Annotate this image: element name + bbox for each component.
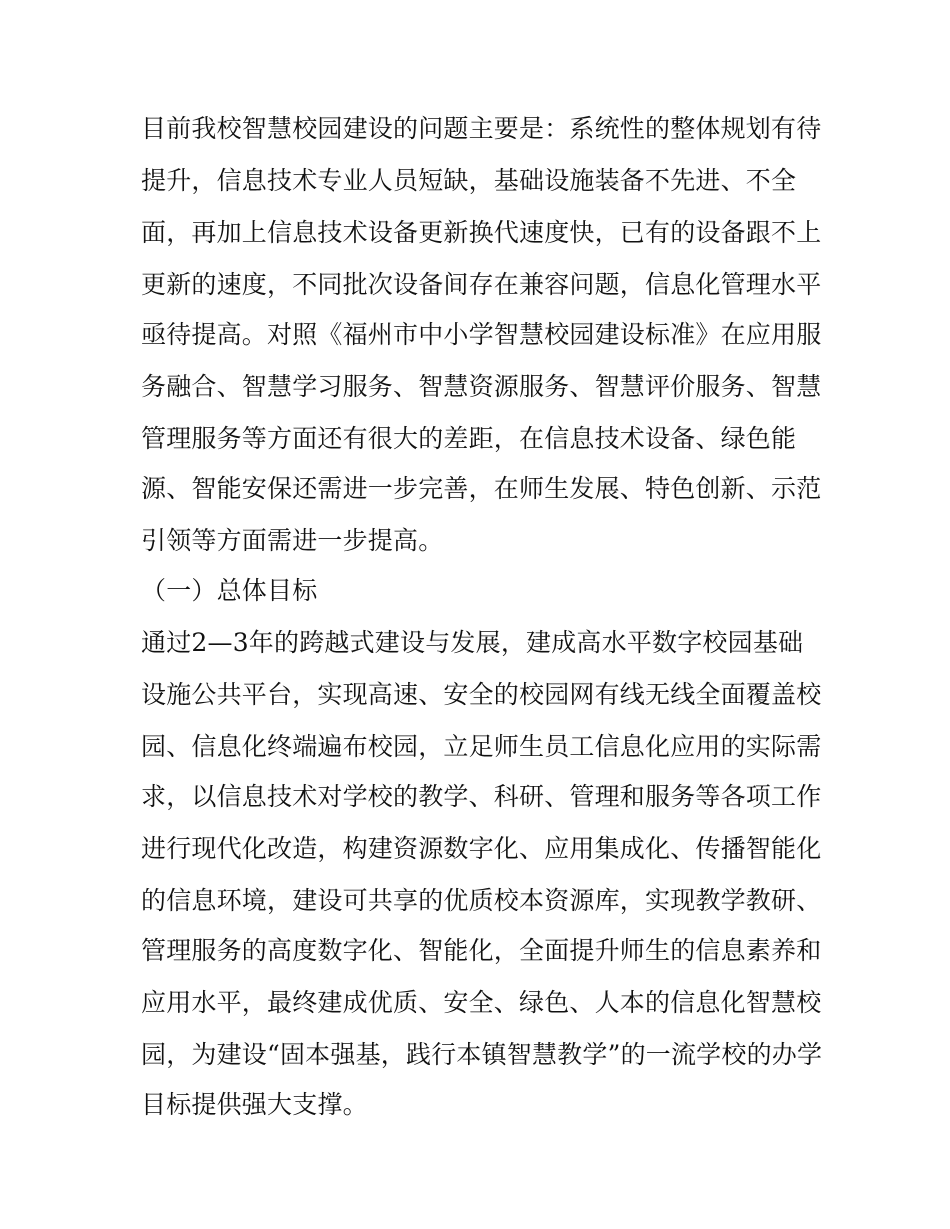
paragraph-2-line-6: 的信息环境，建设可共享的优质校本资源库，实现教学教研、 — [141, 886, 822, 915]
paragraph-2-line-3: 园、信息化终端遍布校园，立足师生员工信息化应用的实际需 — [141, 732, 822, 761]
section-heading: （一）总体目标 — [141, 576, 318, 605]
paragraph-1-line-8: 源、智能安保还需进一步完善，在师生发展、特色创新、示范 — [141, 474, 822, 503]
paragraph-2-line-4: 求，以信息技术对学校的教学、科研、管理和服务等各项工作 — [141, 782, 822, 811]
paragraph-1-line-3: 面，再加上信息技术设备更新换代速度快，已有的设备跟不上 — [141, 218, 822, 247]
paragraph-1-line-5: 亟待提高。对照《福州市中小学智慧校园建设标准》在应用服 — [141, 320, 822, 349]
paragraph-2-line-5: 进行现代化改造，构建资源数字化、应用集成化、传播智能化 — [141, 834, 822, 863]
paragraph-2-line-1: 通过2—3年的跨越式建设与发展，建成高水平数字校园基础 — [141, 628, 804, 657]
paragraph-2-line-7: 管理服务的高度数字化、智能化，全面提升师生的信息素养和 — [141, 936, 822, 965]
paragraph-2-line-8: 应用水平，最终建成优质、安全、绿色、人本的信息化智慧校 — [141, 988, 822, 1017]
paragraph-2-line-10: 目标提供强大支撑。 — [141, 1090, 368, 1119]
paragraph-1-line-1: 目前我校智慧校园建设的问题主要是：系统性的整体规划有待 — [141, 114, 822, 143]
paragraph-2-line-2: 设施公共平台，实现高速、安全的校园网有线无线全面覆盖校 — [141, 680, 822, 709]
paragraph-1-line-2: 提升，信息技术专业人员短缺，基础设施装备不先进、不全 — [141, 166, 797, 195]
paragraph-1-line-7: 管理服务等方面还有很大的差距，在信息技术设备、绿色能 — [141, 424, 797, 453]
paragraph-1-line-9: 引领等方面需进一步提高。 — [141, 526, 444, 555]
paragraph-1-line-6: 务融合、智慧学习服务、智慧资源服务、智慧评价服务、智慧 — [141, 372, 822, 401]
paragraph-1-line-4: 更新的速度，不同批次设备间存在兼容问题，信息化管理水平 — [141, 270, 822, 299]
paragraph-2-line-9: 园，为建设“固本强基，践行本镇智慧教学”的一流学校的办学 — [141, 1040, 823, 1069]
